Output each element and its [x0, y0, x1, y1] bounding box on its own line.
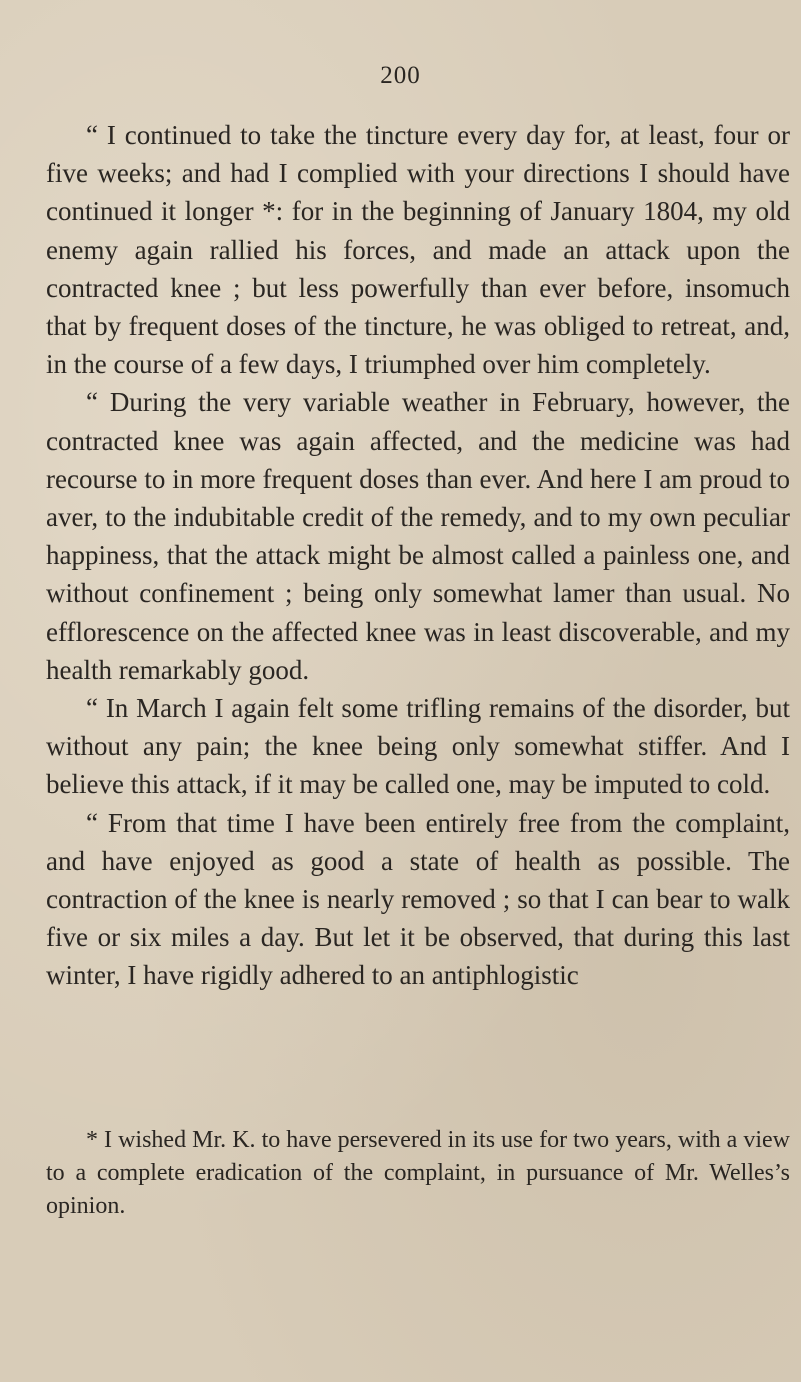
paragraph-4: “ From that time I have been entirely free from the complaint, and have enjoyed as good a state of health as possible. The contraction of the knee is nearly removed ; so that I can bear to walk five or six miles a day. But let it be observed, that during this last winter, I have rigidly adhered to an antiphlogistic	[46, 807, 790, 991]
body-text	[46, 116, 790, 995]
footnote	[46, 1124, 790, 1223]
page-number: 200	[380, 62, 421, 89]
paragraph-1: “ I continued to take the tincture every day for, at least, four or five weeks; and had I complied with your directions I should have continued it longer *: for in the beginning of January 1804, my old enemy again rallied his forces, and made an attack upon the contracted knee ; but less powerfully than ever before, insomuch that by frequent doses of the tincture, he was obliged to retreat, and, in the course of a few days, I triumphed over him completely.	[46, 120, 790, 380]
paragraph-2: “ During the very variable weather in February, however, the contracted knee was again affected, and the medicine was had recourse to in more frequent doses than ever. And here I am proud to aver, to the indubitable credit of the remedy, and to my own peculiar happiness, that the attack might be almost called a painless one, and without confinement ; being only somewhat lamer than usual. No efflorescence on the affected knee was in least discoverable, and my health remarkably good.	[46, 387, 790, 685]
footnote-text: * I wished Mr. K. to have persevered in its use for two years, with a view to a complete eradication of the complaint, in pursuance of Mr. Welles’s opinion.	[46, 1127, 790, 1219]
paragraph-3: “ In March I again felt some trifling remains of the disorder, but without any pain; the knee being only somewhat stiffer. And I believe this attack, if it may be called one, may be imputed to cold.	[46, 693, 790, 800]
